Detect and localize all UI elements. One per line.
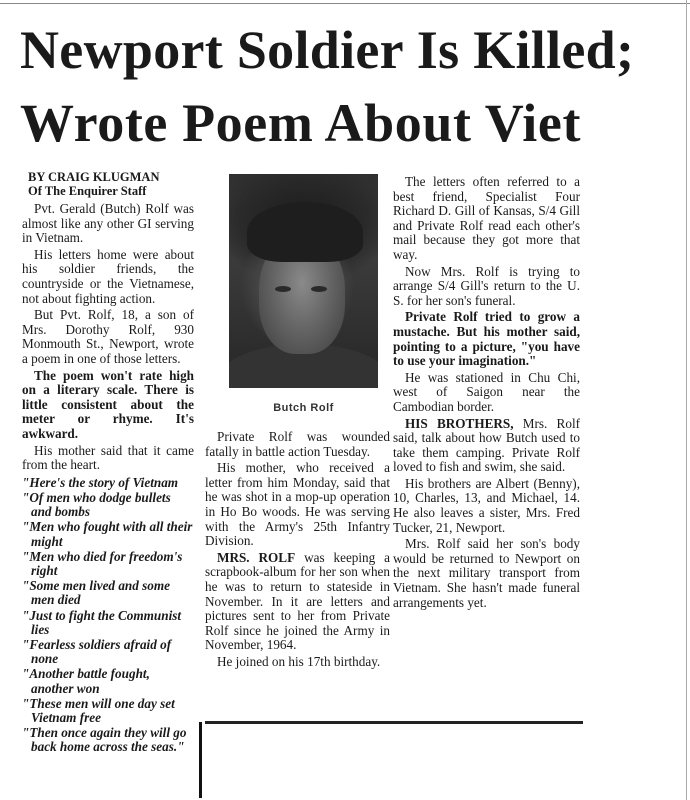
paragraph: His letters home were about his soldier friends, the countryside or the Vietnamese, not about fighting action. (22, 246, 194, 306)
paragraph: His mother said that it came from the heart. (22, 442, 194, 473)
headline-line-1: Newport Soldier Is Killed; (20, 20, 635, 80)
poem-line: "These men will one day set Vietnam free (22, 695, 175, 725)
poem-line: "Just to fight the Communist lies (22, 607, 182, 637)
byline-author: BY CRAIG KLUGMAN (28, 170, 160, 184)
paragraph: But Pvt. Rolf, 18, a son of Mrs. Dorothy Rolf, 930 Monmouth St., Newport, wrote a poem in one of those letters. (22, 307, 194, 366)
poem-line: "Another battle fought, another won (22, 666, 150, 696)
photo-eye (311, 286, 327, 292)
photo-eye (275, 286, 291, 292)
paragraph-text: Mrs. Rolf said, talk about how Butch used to take them camping. Private Rolf loved to fish and swim, she said. (393, 415, 580, 475)
paragraph: Now Mrs. Rolf is trying to arrange S/4 Gill's return to the U. S. for her son's funeral. (393, 263, 580, 308)
poem-line: "Of men who dodge bullets and bombs (22, 489, 171, 520)
top-rule (0, 3, 690, 4)
paragraph: He was stationed in Chu Chi, west of Saigon near the Cambodian border. (393, 369, 580, 414)
subhead-lead: MRS. ROLF (217, 549, 296, 565)
article-column-1 (22, 170, 194, 756)
poem (22, 476, 194, 755)
headline-line-2: Wrote Poem About Viet (20, 93, 582, 153)
byline (22, 170, 194, 198)
photo-caption: Butch Rolf (273, 402, 334, 414)
byline-staff: Of The Enquirer Staff (28, 184, 147, 198)
paragraph (205, 551, 390, 653)
paragraph: His brothers are Albert (Benny), 10, Charles, 13, and Michael, 14. He also leaves a sister, Mrs. Fred Tucker, 21, Newport. (393, 475, 580, 535)
paragraph-bold: Private Rolf tried to grow a mustache. But his mother said, pointing to a picture, "you have to use your imagination." (393, 309, 580, 369)
paragraph-text: was keeping a scrapbook-album for her son when he was to return to stateside in November. In it are letters and pictures sent to her from Private Rolf since he joined the Army in November, 1964. (205, 549, 391, 653)
paragraph: He joined on his 17th birthday. (217, 653, 381, 669)
poem-line: "Here's the story of Vietnam (22, 474, 179, 490)
poem-line: "Men who fought with all their might (22, 519, 193, 549)
poem-line: "Then once again they will go back home across the seas." (22, 725, 187, 755)
paragraph-bold: The poem won't rate high on a literary scale. There is little consistent about the meter or rhyme. It's awkward. (22, 367, 194, 441)
soldier-photo (229, 174, 378, 388)
paragraph (393, 417, 580, 475)
article-column-3 (393, 175, 580, 612)
article-column-2 (205, 430, 390, 672)
poem-line: "Some men lived and some men died (22, 578, 170, 608)
poem-line: "Fearless soldiers afraid of none (22, 636, 172, 667)
poem-line: "Men who died for freedom's right (22, 548, 183, 578)
paragraph: Pvt. Gerald (Butch) Rolf was almost like any other GI serving in Vietnam. (22, 201, 194, 246)
paragraph: Mrs. Rolf said her son's body would be returned to Newport on the next military transport from Vietnam. She hasn't made funeral arrangements yet. (393, 536, 580, 610)
paragraph: His mother, who received a letter from him Monday, said that he was shot in a mop-up operation in Ho Bo woods. He was serving with the Army's 25th Infantry Division. (205, 460, 390, 549)
paragraph: Private Rolf was wounded fatally in battle action Tuesday. (205, 429, 390, 459)
page-edge-rule (686, 0, 687, 800)
column-end-rule (205, 721, 583, 724)
photo-hair (247, 202, 363, 262)
paragraph: The letters often referred to a best friend, Specialist Four Richard D. Gill of Kansas, S/4 Gill and Private Rolf read each other's mail because they got more that way. (393, 174, 580, 262)
subhead-lead: HIS BROTHERS, (405, 415, 514, 431)
column-divider-rule (199, 722, 202, 798)
